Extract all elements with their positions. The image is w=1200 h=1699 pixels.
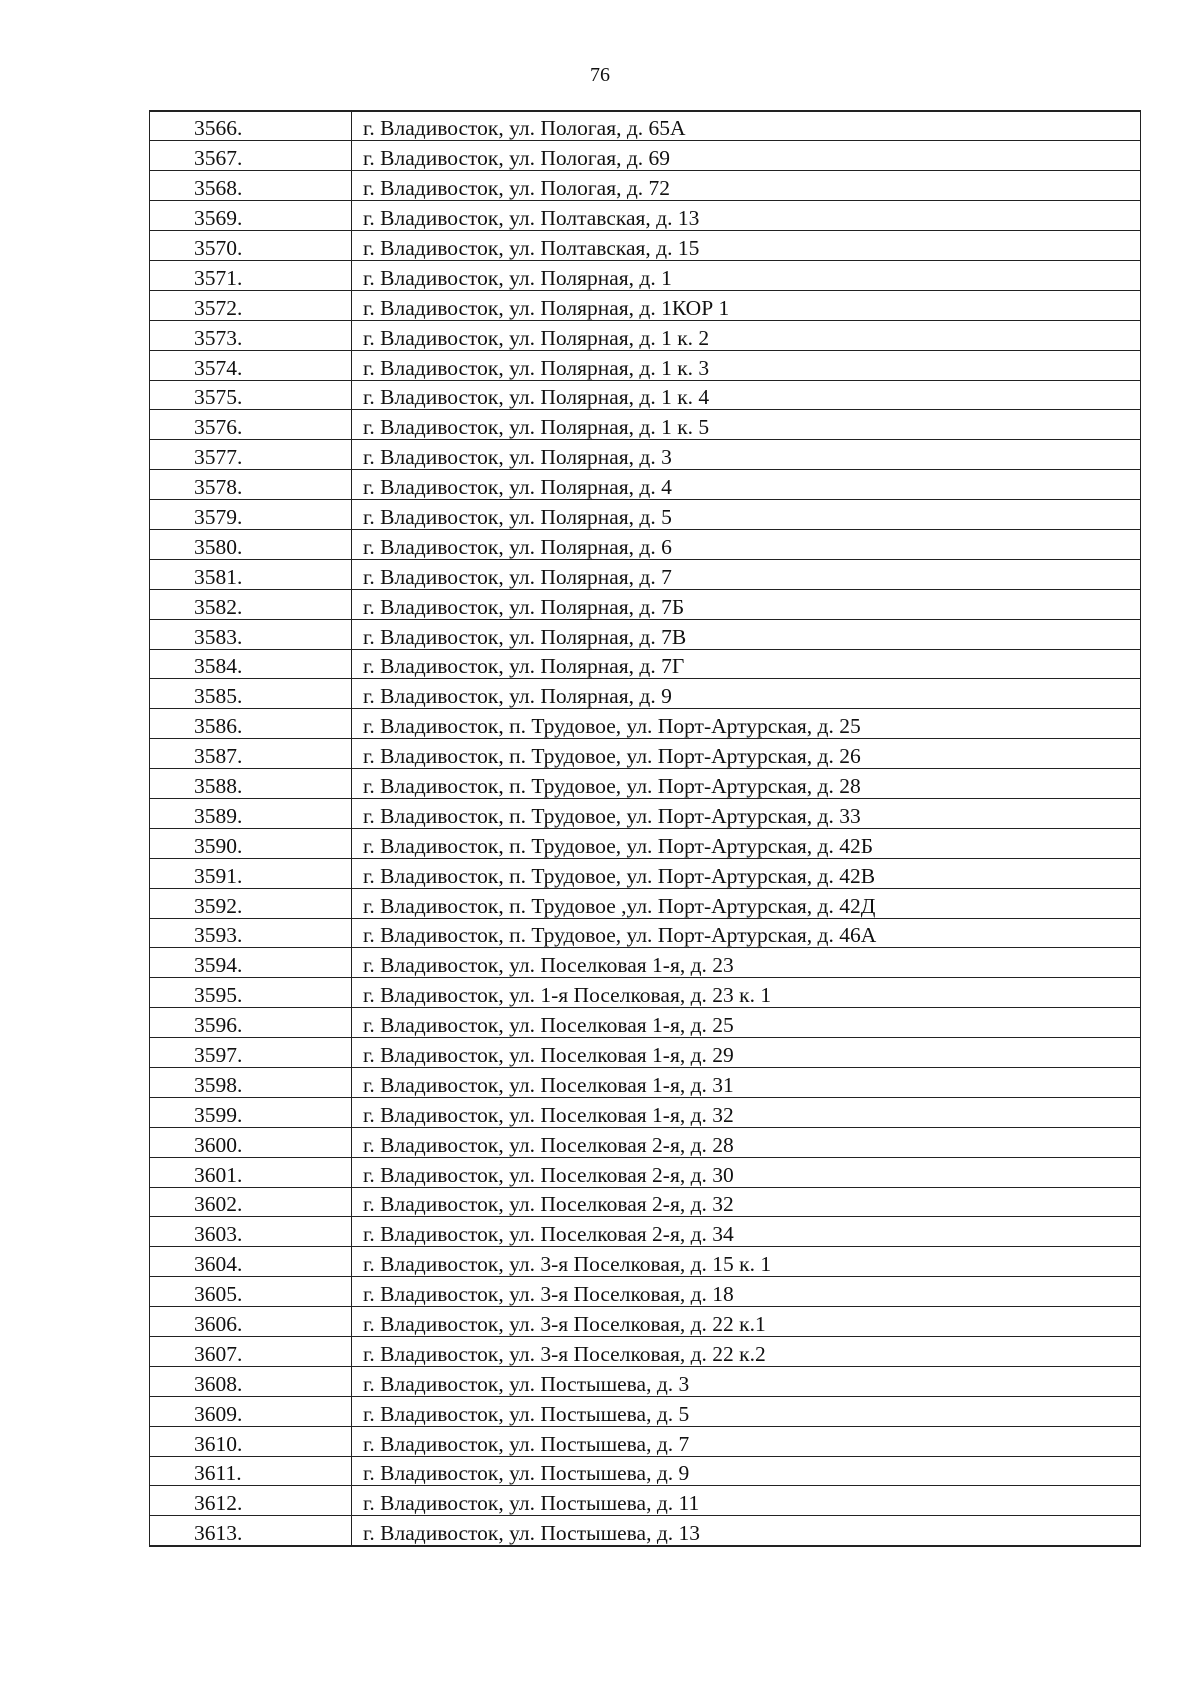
row-address: г. Владивосток, ул. Пологая, д. 72 — [352, 171, 1141, 201]
table-row — [150, 1396, 1141, 1426]
table-row — [150, 1217, 1141, 1247]
table-row — [150, 231, 1141, 261]
row-number: 3570. — [150, 231, 352, 261]
row-number: 3588. — [150, 769, 352, 799]
table-row — [150, 769, 1141, 799]
row-number: 3609. — [150, 1396, 352, 1426]
row-address: г. Владивосток, ул. Поселковая 1-я, д. 31 — [352, 1068, 1141, 1098]
row-address: г. Владивосток, ул. Поселковая 2-я, д. 32 — [352, 1187, 1141, 1217]
row-address: г. Владивосток, ул. 3-я Поселковая, д. 18 — [352, 1277, 1141, 1307]
table-row — [150, 201, 1141, 231]
row-address: г. Владивосток, ул. Полярная, д. 1КОР 1 — [352, 290, 1141, 320]
table-row — [150, 1337, 1141, 1367]
table-row — [150, 1247, 1141, 1277]
table-row — [150, 1426, 1141, 1456]
row-address: г. Владивосток, п. Трудовое, ул. Порт-Артурская, д. 46А — [352, 918, 1141, 948]
row-address: г. Владивосток, ул. Полярная, д. 3 — [352, 440, 1141, 470]
row-number: 3599. — [150, 1097, 352, 1127]
row-address: г. Владивосток, ул. Постышева, д. 11 — [352, 1486, 1141, 1516]
row-address: г. Владивосток, ул. Поселковая 1-я, д. 29 — [352, 1038, 1141, 1068]
row-address: г. Владивосток, ул. Полярная, д. 6 — [352, 529, 1141, 559]
table-row — [150, 948, 1141, 978]
table-row — [150, 410, 1141, 440]
table-row — [150, 260, 1141, 290]
row-number: 3606. — [150, 1307, 352, 1337]
row-number: 3582. — [150, 589, 352, 619]
row-number: 3591. — [150, 858, 352, 888]
row-number: 3578. — [150, 470, 352, 500]
row-number: 3586. — [150, 709, 352, 739]
row-number: 3573. — [150, 320, 352, 350]
row-address: г. Владивосток, ул. Постышева, д. 13 — [352, 1516, 1141, 1546]
row-address: г. Владивосток, ул. Поселковая 2-я, д. 30 — [352, 1157, 1141, 1187]
table-row — [150, 1127, 1141, 1157]
row-number: 3595. — [150, 978, 352, 1008]
row-number: 3608. — [150, 1366, 352, 1396]
row-address: г. Владивосток, ул. Полярная, д. 7Б — [352, 589, 1141, 619]
table-row — [150, 1516, 1141, 1546]
row-address: г. Владивосток, ул. Поселковая 1-я, д. 32 — [352, 1097, 1141, 1127]
row-number: 3585. — [150, 679, 352, 709]
row-number: 3611. — [150, 1456, 352, 1486]
table-row — [150, 709, 1141, 739]
row-address: г. Владивосток, ул. 3-я Поселковая, д. 22 к.2 — [352, 1337, 1141, 1367]
row-number: 3576. — [150, 410, 352, 440]
row-number: 3592. — [150, 888, 352, 918]
table-row — [150, 111, 1141, 141]
address-table — [149, 110, 1141, 1547]
table-row — [150, 380, 1141, 410]
table-row — [150, 290, 1141, 320]
row-number: 3602. — [150, 1187, 352, 1217]
row-number: 3571. — [150, 260, 352, 290]
row-address: г. Владивосток, ул. Полярная, д. 1 — [352, 260, 1141, 290]
row-address: г. Владивосток, ул. Полтавская, д. 13 — [352, 201, 1141, 231]
row-number: 3581. — [150, 559, 352, 589]
table-row — [150, 500, 1141, 530]
row-address: г. Владивосток, ул. Полярная, д. 1 к. 3 — [352, 350, 1141, 380]
table-row — [150, 1277, 1141, 1307]
row-address: г. Владивосток, п. Трудовое, ул. Порт-Артурская, д. 42Б — [352, 828, 1141, 858]
row-address: г. Владивосток, ул. Постышева, д. 5 — [352, 1396, 1141, 1426]
row-address: г. Владивосток, ул. Постышева, д. 3 — [352, 1366, 1141, 1396]
table-row — [150, 470, 1141, 500]
row-number: 3589. — [150, 798, 352, 828]
row-number: 3577. — [150, 440, 352, 470]
row-number: 3569. — [150, 201, 352, 231]
table-row — [150, 739, 1141, 769]
row-number: 3604. — [150, 1247, 352, 1277]
table-row — [150, 918, 1141, 948]
table-row — [150, 1366, 1141, 1396]
row-address: г. Владивосток, ул. Пологая, д. 69 — [352, 141, 1141, 171]
table-row — [150, 1038, 1141, 1068]
row-address: г. Владивосток, ул. Полярная, д. 1 к. 5 — [352, 410, 1141, 440]
table-row — [150, 559, 1141, 589]
row-number: 3574. — [150, 350, 352, 380]
row-address: г. Владивосток, п. Трудовое, ул. Порт-Артурская, д. 28 — [352, 769, 1141, 799]
table-row — [150, 619, 1141, 649]
row-number: 3605. — [150, 1277, 352, 1307]
row-number: 3612. — [150, 1486, 352, 1516]
row-address: г. Владивосток, ул. Полярная, д. 1 к. 2 — [352, 320, 1141, 350]
row-address: г. Владивосток, п. Трудовое, ул. Порт-Артурская, д. 42В — [352, 858, 1141, 888]
row-address: г. Владивосток, ул. Поселковая 1-я, д. 25 — [352, 1008, 1141, 1038]
row-number: 3572. — [150, 290, 352, 320]
row-number: 3567. — [150, 141, 352, 171]
row-address: г. Владивосток, п. Трудовое, ул. Порт-Артурская, д. 26 — [352, 739, 1141, 769]
row-number: 3568. — [150, 171, 352, 201]
table-row — [150, 1157, 1141, 1187]
row-address: г. Владивосток, ул. Полярная, д. 5 — [352, 500, 1141, 530]
row-number: 3579. — [150, 500, 352, 530]
row-number: 3566. — [150, 111, 352, 141]
row-number: 3600. — [150, 1127, 352, 1157]
table-row — [150, 141, 1141, 171]
row-address: г. Владивосток, ул. 3-я Поселковая, д. 15 к. 1 — [352, 1247, 1141, 1277]
row-address: г. Владивосток, ул. Полярная, д. 7 — [352, 559, 1141, 589]
table-row — [150, 1486, 1141, 1516]
row-number: 3580. — [150, 529, 352, 559]
row-number: 3590. — [150, 828, 352, 858]
row-address: г. Владивосток, ул. Поселковая 1-я, д. 23 — [352, 948, 1141, 978]
row-number: 3603. — [150, 1217, 352, 1247]
address-table-body — [150, 111, 1141, 1546]
row-number: 3610. — [150, 1426, 352, 1456]
table-row — [150, 1187, 1141, 1217]
row-number: 3613. — [150, 1516, 352, 1546]
page-number: 76 — [590, 64, 610, 86]
row-number: 3594. — [150, 948, 352, 978]
row-address: г. Владивосток, ул. Поселковая 2-я, д. 28 — [352, 1127, 1141, 1157]
row-address: г. Владивосток, ул. 1-я Поселковая, д. 23 к. 1 — [352, 978, 1141, 1008]
table-row — [150, 589, 1141, 619]
table-row — [150, 1097, 1141, 1127]
table-row — [150, 888, 1141, 918]
row-number: 3583. — [150, 619, 352, 649]
table-row — [150, 649, 1141, 679]
row-address: г. Владивосток, ул. Полярная, д. 9 — [352, 679, 1141, 709]
table-row — [150, 828, 1141, 858]
table-row — [150, 320, 1141, 350]
table-row — [150, 1008, 1141, 1038]
row-address: г. Владивосток, п. Трудовое, ул. Порт-Артурская, д. 25 — [352, 709, 1141, 739]
table-row — [150, 1068, 1141, 1098]
table-row — [150, 858, 1141, 888]
row-number: 3593. — [150, 918, 352, 948]
table-row — [150, 529, 1141, 559]
table-row — [150, 350, 1141, 380]
row-address: г. Владивосток, ул. Пологая, д. 65А — [352, 111, 1141, 141]
row-address: г. Владивосток, ул. Постышева, д. 9 — [352, 1456, 1141, 1486]
row-address: г. Владивосток, ул. Поселковая 2-я, д. 34 — [352, 1217, 1141, 1247]
table-row — [150, 798, 1141, 828]
table-row — [150, 679, 1141, 709]
row-address: г. Владивосток, ул. Полтавская, д. 15 — [352, 231, 1141, 261]
row-number: 3584. — [150, 649, 352, 679]
row-address: г. Владивосток, п. Трудовое, ул. Порт-Артурская, д. 33 — [352, 798, 1141, 828]
row-number: 3607. — [150, 1337, 352, 1367]
row-address: г. Владивосток, ул. Полярная, д. 7В — [352, 619, 1141, 649]
row-number: 3596. — [150, 1008, 352, 1038]
row-number: 3601. — [150, 1157, 352, 1187]
table-row — [150, 1456, 1141, 1486]
table-row — [150, 1307, 1141, 1337]
row-address: г. Владивосток, ул. Полярная, д. 4 — [352, 470, 1141, 500]
row-address: г. Владивосток, ул. Полярная, д. 7Г — [352, 649, 1141, 679]
table-row — [150, 978, 1141, 1008]
row-number: 3597. — [150, 1038, 352, 1068]
row-address: г. Владивосток, п. Трудовое ,ул. Порт-Артурская, д. 42Д — [352, 888, 1141, 918]
row-address: г. Владивосток, ул. Полярная, д. 1 к. 4 — [352, 380, 1141, 410]
row-address: г. Владивосток, ул. Постышева, д. 7 — [352, 1426, 1141, 1456]
row-number: 3575. — [150, 380, 352, 410]
table-row — [150, 171, 1141, 201]
row-number: 3587. — [150, 739, 352, 769]
row-address: г. Владивосток, ул. 3-я Поселковая, д. 22 к.1 — [352, 1307, 1141, 1337]
table-row — [150, 440, 1141, 470]
row-number: 3598. — [150, 1068, 352, 1098]
